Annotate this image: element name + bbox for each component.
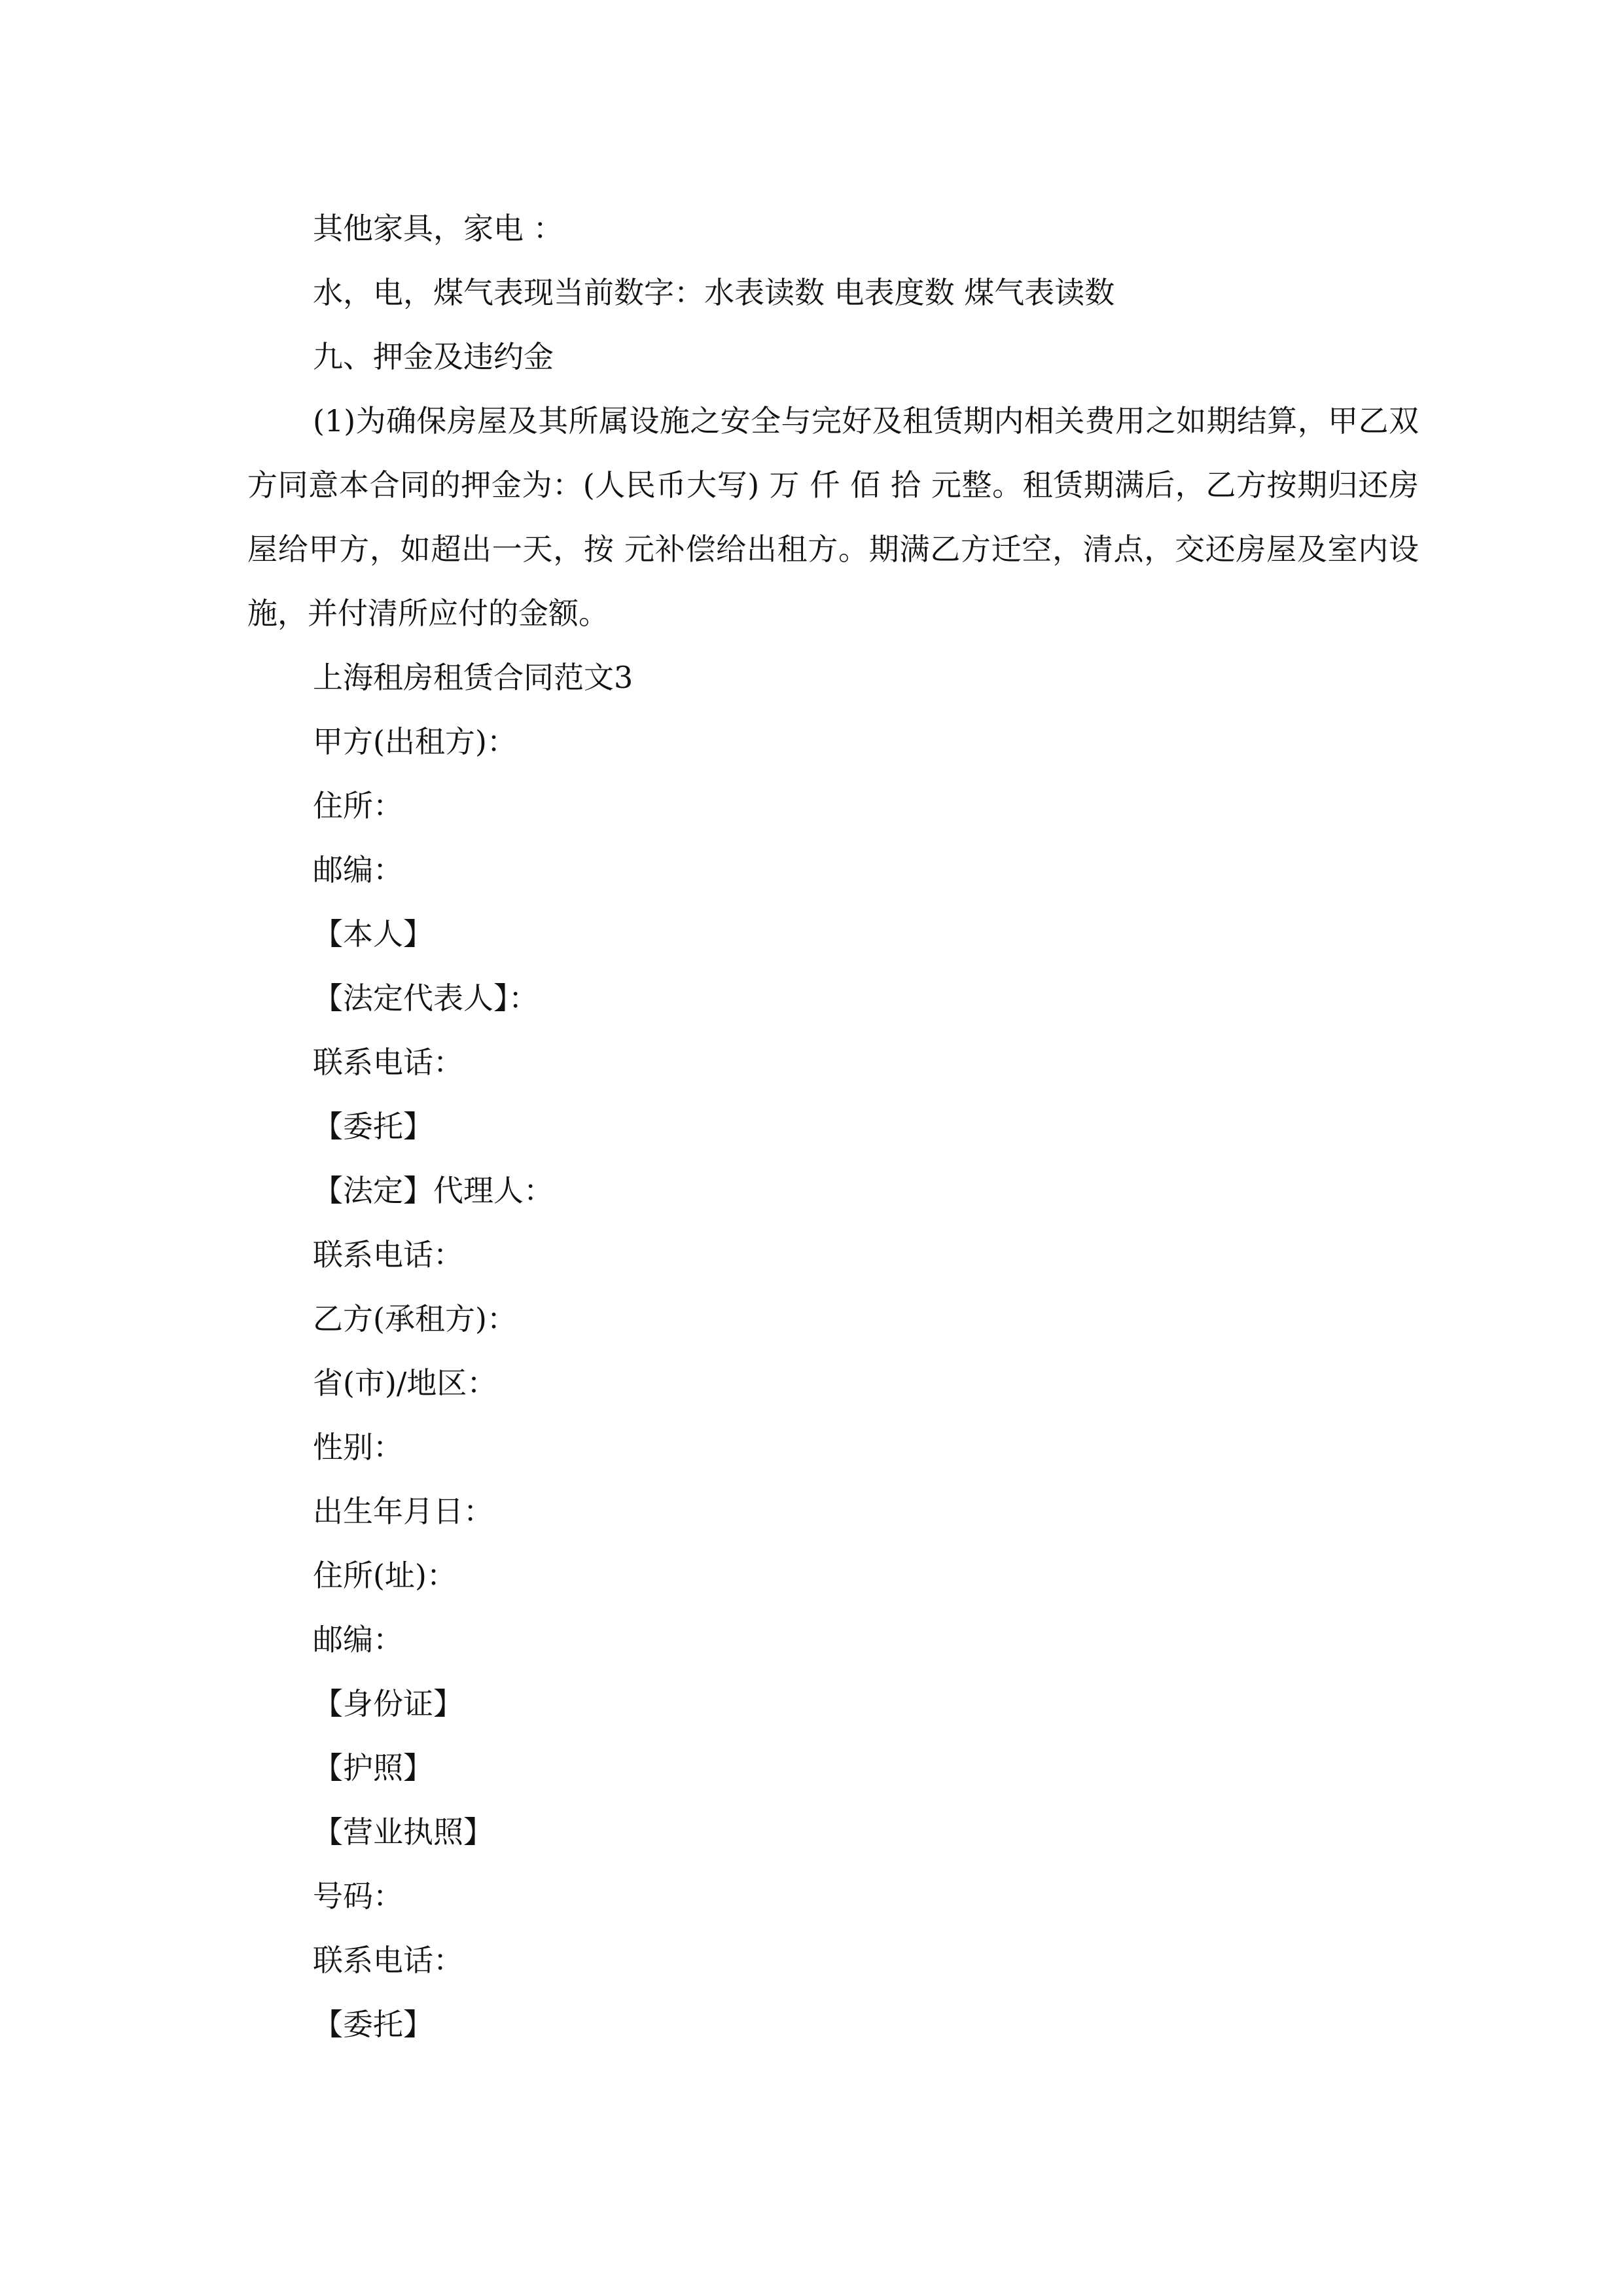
- party-a-address-label: 住所：: [313, 788, 403, 823]
- deposit-paragraph: (1)为确保房屋及其所属设施之安全与完好及租赁期内相关费用之如期结算，甲乙双方同意本合同的押金为：(人民币大写) 万 仟 佰 拾 元整。租赁期满后，乙方按期归还房屋给甲方，如超出一天，按 元补偿给出租方。期满乙方迁空，清点，交还房屋及室内设施，并付清所应付的金额。: [247, 403, 1419, 631]
- party-a-phone-label: 联系电话：: [313, 1045, 463, 1080]
- party-b-region-label: 省(市)/地区：: [313, 1365, 497, 1401]
- party-a-legal-rep-label: 【法定代表人】：: [313, 980, 539, 1016]
- party-b-passport-label: 【护照】: [313, 1750, 433, 1785]
- party-a-self-label: 【本人】: [313, 916, 433, 952]
- meter-readings-line: 水，电，煤气表现当前数字：水表读数 电表度数 煤气表读数: [313, 275, 1115, 310]
- section-nine-heading: 九、押金及违约金: [313, 339, 554, 374]
- party-a-postcode-label: 邮编：: [313, 852, 403, 888]
- document-body: [247, 196, 1419, 2056]
- party-a-label: 甲方(出租方)：: [313, 724, 517, 759]
- party-b-business-license-label: 【营业执照】: [313, 1814, 493, 1850]
- party-b-entrust-label: 【委托】: [313, 2007, 433, 2042]
- party-b-postcode-label: 邮编：: [313, 1622, 403, 1657]
- party-b-id-card-label: 【身份证】: [313, 1686, 463, 1721]
- party-b-phone-label: 联系电话：: [313, 1943, 463, 1978]
- furniture-appliances-line: 其他家具，家电 ：: [313, 211, 563, 246]
- party-a-agent-phone-label: 联系电话：: [313, 1237, 463, 1272]
- party-a-agent-label: 【法定】代理人：: [313, 1173, 554, 1208]
- party-b-birthdate-label: 出生年月日：: [313, 1494, 493, 1529]
- party-b-number-label: 号码：: [313, 1878, 403, 1914]
- party-b-address-label: 住所(址)：: [313, 1558, 457, 1593]
- party-a-entrust-label: 【委托】: [313, 1109, 433, 1144]
- party-b-gender-label: 性别：: [313, 1429, 403, 1465]
- party-b-label: 乙方(承租方)：: [313, 1301, 517, 1336]
- contract-title: 上海租房租赁合同范文3: [313, 660, 633, 695]
